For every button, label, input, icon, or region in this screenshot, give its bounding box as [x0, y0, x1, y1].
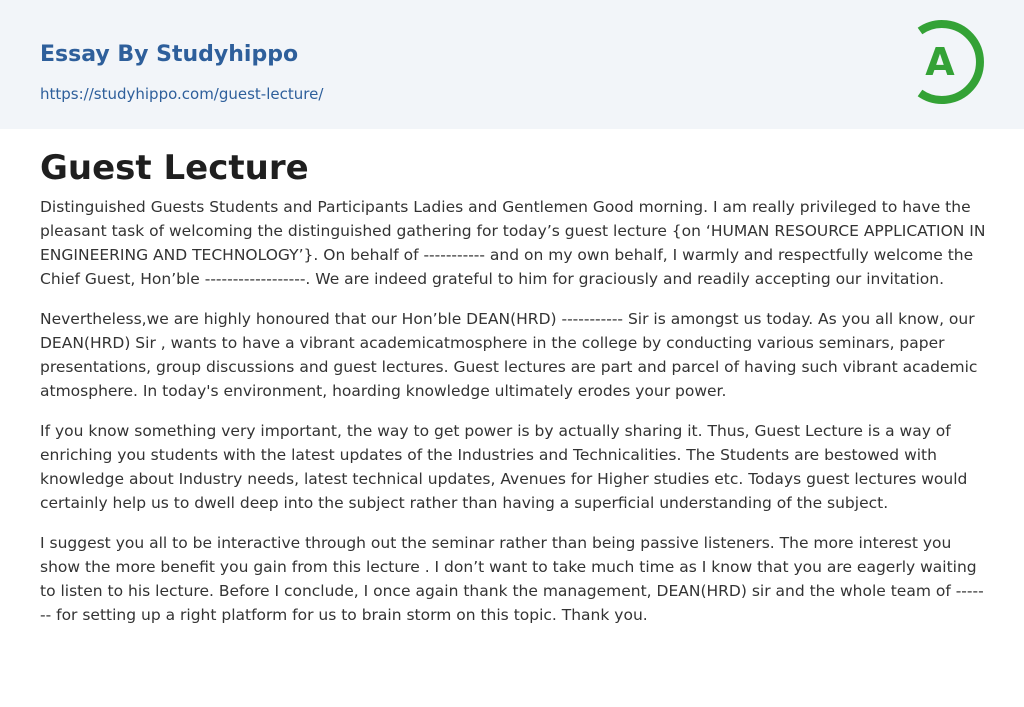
essay-paragraph: Distinguished Guests Students and Participants Ladies and Gentlemen Good morning. I am really privileged to have the pleasant task of welcoming the distinguished gathering for today’s guest lecture {on ‘HUMAN RESOURCE APPLICATION IN ENGINEERING AND TECHNOLOGY’}. On behalf of ----------- and on my own behalf, I warmly and respectfully welcome the Chief Guest, Hon’ble ------------------. We are indeed grateful to him for graciously and readily accepting our invitation.: [40, 198, 986, 288]
essay-title: Guest Lecture: [40, 148, 309, 188]
studyhippo-logo-icon[interactable]: [912, 19, 986, 105]
essay-paragraph: Nevertheless,we are highly honoured that our Hon’ble DEAN(HRD) ----------- Sir is amongst us today. As you all know, our DEAN(HRD) Sir , wants to have a vibrant academicatmosphere in the college by conducting various seminars, paper presentations, group discussions and guest lectures. Guest lectures are part and parcel of having such vibrant academic atmosphere. In today's environment, hoarding knowledge ultimately erodes your power.: [40, 310, 978, 400]
brand-title: Essay By Studyhippo: [40, 42, 299, 67]
essay-paragraph: I suggest you all to be interactive through out the seminar rather than being passive listeners. The more interest you show the more benefit you gain from this lecture . I don’t want to take much time as I know that you are eagerly waiting to listen to his lecture. Before I conclude, I once again thank the management, DEAN(HRD) sir and the whole team of ------- for setting up a right platform for us to brain storm on this topic. Thank you.: [40, 534, 984, 624]
page-header: [0, 0, 1024, 129]
essay-url-link[interactable]: https://studyhippo.com/guest-lecture/: [40, 85, 324, 103]
essay-content: [40, 146, 986, 643]
logo-letter: A: [925, 40, 955, 84]
essay-paragraph: If you know something very important, the way to get power is by actually sharing it. Thus, Guest Lecture is a way of enriching you students with the latest updates of the Industries and Technicalities. The Students are bestowed with knowledge about Industry needs, latest technical updates, Avenues for Higher studies etc. Todays guest lectures would certainly help us to dwell deep into the subject rather than having a superficial understanding of the subject.: [40, 422, 968, 512]
